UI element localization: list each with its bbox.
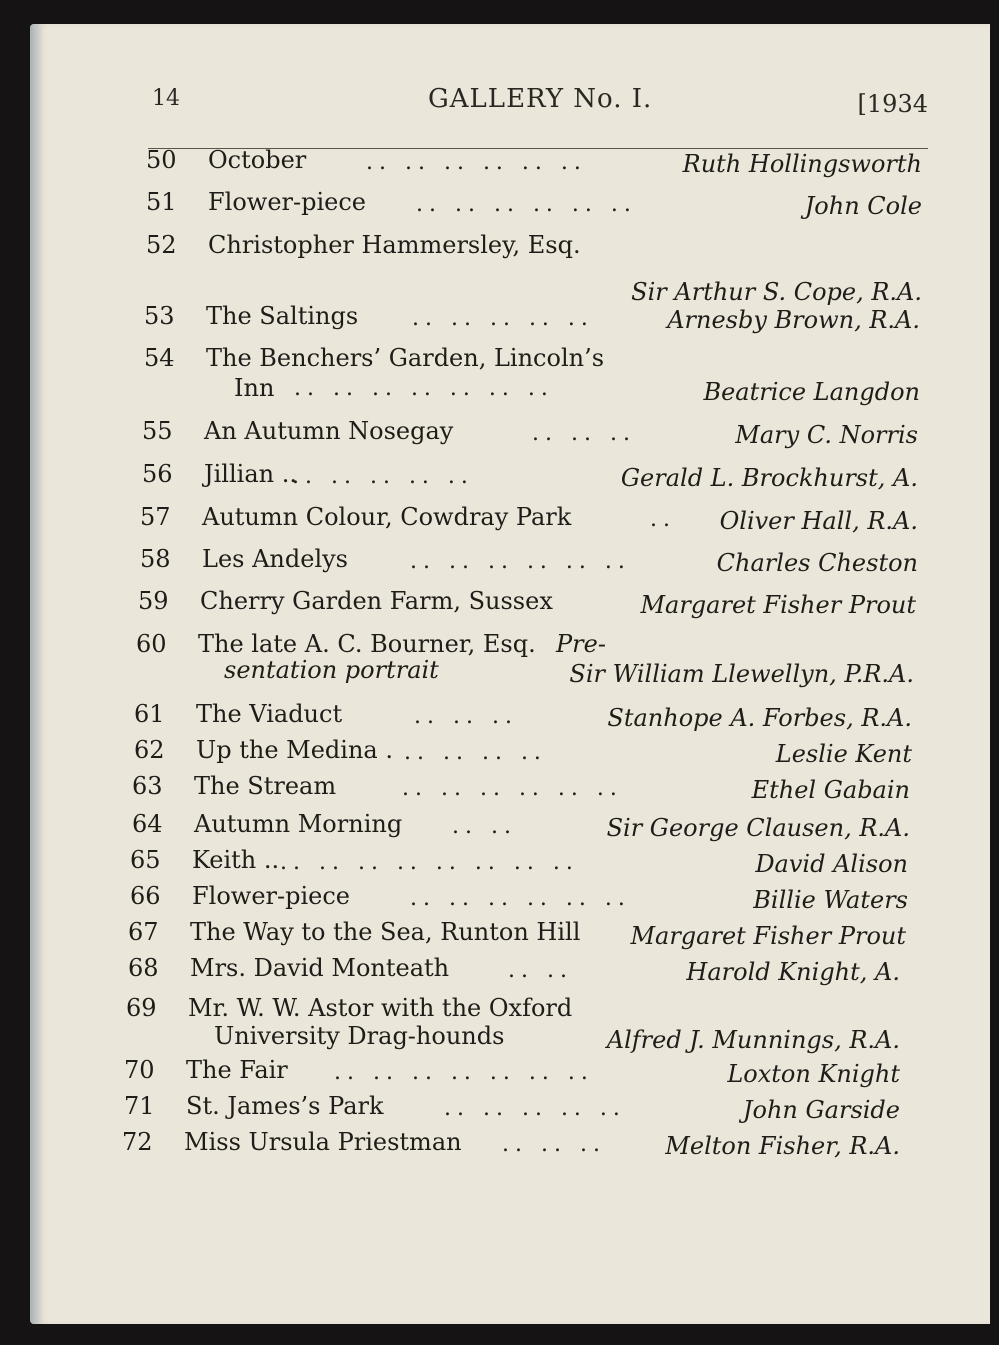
catalogue-entry	[126, 994, 900, 1054]
catalogue-entry	[146, 146, 922, 186]
catalogue-entry	[132, 810, 910, 850]
entry-artist: Sir William Llewellyn, P.R.A.	[569, 660, 914, 688]
entry-number: 66	[130, 882, 161, 910]
entry-title-continuation: Inn	[234, 374, 275, 402]
entry-number: 60	[136, 630, 167, 658]
entry-title-tail: Pre-	[556, 630, 606, 658]
entry-number: 68	[128, 954, 159, 982]
entry-title: Cherry Garden Farm, Sussex	[200, 587, 553, 615]
entry-number: 65	[130, 846, 161, 874]
entry-number: 59	[138, 587, 169, 615]
entry-title: The late A. C. Bourner, Esq.	[198, 630, 536, 658]
catalogue-entry	[138, 587, 916, 627]
entry-artist: Alfred J. Munnings, R.A.	[606, 1026, 900, 1054]
entry-title: The Viaduct	[196, 700, 343, 728]
entry-title: The Way to the Sea, Runton Hill	[190, 918, 581, 946]
entry-artist: John Garside	[742, 1096, 900, 1124]
entry-number: 52	[146, 231, 177, 259]
entry-artist: Loxton Knight	[727, 1060, 900, 1088]
entry-title: Flower-piece	[192, 882, 350, 910]
entry-title-continuation: University Drag-hounds	[214, 1022, 505, 1050]
catalogue-entry	[134, 700, 912, 740]
entry-number: 56	[142, 460, 173, 488]
entry-title: Up the Medina .	[196, 736, 393, 764]
running-title: GALLERY No. I.	[428, 84, 653, 114]
page-spine-edge	[30, 24, 42, 1324]
catalogue-entry	[128, 954, 900, 994]
catalogue-entry	[134, 736, 912, 776]
entry-artist: Billie Waters	[753, 886, 908, 914]
catalogue-entry	[140, 503, 918, 543]
entry-title: Autumn Colour, Cowdray Park	[202, 503, 572, 531]
leader-dots: .. .. .. .. .. ..	[402, 776, 623, 801]
entry-artist: Ethel Gabain	[751, 776, 910, 804]
entry-artist: Sir George Clausen, R.A.	[606, 814, 910, 842]
catalogue-entry	[128, 918, 906, 958]
entry-title: St. James’s Park	[186, 1092, 384, 1120]
entry-artist: Charles Cheston	[716, 549, 918, 577]
entry-number: 61	[134, 700, 165, 728]
leader-dots: .. .. .. .. .. .. .. ..	[280, 850, 579, 875]
entry-title: An Autumn Nosegay	[204, 417, 454, 445]
leader-dots: .. .. .. .. .. .. ..	[294, 376, 554, 401]
leader-dots: .. .. .. .. ..	[292, 464, 474, 489]
entry-title: Christopher Hammersley, Esq.	[208, 231, 581, 259]
entry-title: Flower-piece	[208, 188, 366, 216]
entry-artist: Margaret Fisher Prout	[640, 591, 916, 619]
entry-title: Mr. W. W. Astor with the Oxford	[188, 994, 573, 1022]
entry-number: 69	[126, 994, 157, 1022]
entry-artist: Ruth Hollingsworth	[682, 150, 922, 178]
year-label: [1934	[857, 90, 928, 118]
entry-title-continuation: sentation portrait	[224, 656, 439, 684]
catalogue-entry	[130, 846, 908, 886]
entry-artist: Harold Knight, A.	[686, 958, 900, 986]
entry-artist: John Cole	[804, 192, 922, 220]
leader-dots: .. .. .. ..	[404, 740, 547, 765]
catalogue-entry	[146, 231, 922, 306]
catalogue-entry	[130, 882, 908, 922]
entry-title: Autumn Morning	[194, 810, 403, 838]
catalogue-entry	[142, 460, 918, 500]
leader-dots: .. .. .. .. ..	[444, 1096, 626, 1121]
entry-number: 54	[144, 344, 175, 372]
entry-artist: Oliver Hall, R.A.	[719, 507, 918, 535]
page-header	[148, 84, 928, 134]
leader-dots: .. .. ..	[502, 1132, 606, 1157]
entry-title: The Benchers’ Garden, Lincoln’s	[206, 344, 605, 372]
entry-artist: Margaret Fisher Prout	[630, 922, 906, 950]
entry-artist: Beatrice Langdon	[703, 378, 920, 406]
leader-dots: .. ..	[452, 814, 517, 839]
catalogue-entry	[140, 545, 918, 585]
entry-number: 58	[140, 545, 171, 573]
leader-dots: .. .. .. .. .. ..	[410, 886, 631, 911]
leader-dots: .. .. .. .. .. ..	[410, 549, 631, 574]
entry-artist: Sir Arthur S. Cope, R.A.	[631, 278, 922, 306]
entry-number: 51	[146, 188, 177, 216]
page-number: 14	[152, 86, 180, 111]
entry-number: 53	[144, 302, 175, 330]
entry-title: Jillian ..	[204, 460, 297, 488]
catalogue-entry	[122, 1128, 900, 1168]
entry-artist: Arnesby Brown, R.A.	[667, 306, 920, 334]
catalogue-entry	[144, 344, 920, 406]
entry-title: The Stream	[194, 772, 337, 800]
leader-dots: .. .. .. .. .. ..	[416, 192, 637, 217]
leader-dots: .. .. ..	[532, 421, 636, 446]
entry-number: 71	[124, 1092, 155, 1120]
catalogue-entry	[142, 417, 918, 457]
entry-title: Mrs. David Monteath	[190, 954, 450, 982]
entry-artist: Stanhope A. Forbes, R.A.	[607, 704, 912, 732]
entry-artist: Mary C. Norris	[735, 421, 918, 449]
catalogue-page	[30, 24, 990, 1324]
catalogue-entry	[124, 1092, 900, 1132]
entry-artist: Gerald L. Brockhurst, A.	[620, 464, 918, 492]
leader-dots: .. ..	[508, 958, 573, 983]
entry-title: Les Andelys	[202, 545, 348, 573]
entry-title: Miss Ursula Priestman	[184, 1128, 462, 1156]
catalogue-entry	[124, 1056, 900, 1096]
catalogue-entry	[146, 188, 922, 228]
entry-number: 55	[142, 417, 173, 445]
entry-number: 67	[128, 918, 159, 946]
entry-number: 72	[122, 1128, 153, 1156]
catalogue-entry	[132, 772, 910, 812]
leader-dots: .. .. .. .. .. .. ..	[334, 1060, 594, 1085]
entry-title: Keith ..	[192, 846, 280, 874]
leader-dots: ..	[650, 507, 676, 532]
leader-dots: .. .. ..	[414, 704, 518, 729]
entry-number: 62	[134, 736, 165, 764]
entry-artist: Melton Fisher, R.A.	[665, 1132, 900, 1160]
leader-dots: .. .. .. .. ..	[412, 306, 594, 331]
entry-number: 64	[132, 810, 163, 838]
entry-title: The Saltings	[206, 302, 359, 330]
catalogue-entry	[136, 630, 914, 688]
catalogue-entry	[144, 302, 920, 342]
entry-artist: Leslie Kent	[775, 740, 912, 768]
entry-number: 70	[124, 1056, 155, 1084]
entry-title: October	[208, 146, 307, 174]
leader-dots: .. .. .. .. .. ..	[366, 150, 587, 175]
entry-title: The Fair	[186, 1056, 288, 1084]
entry-number: 57	[140, 503, 171, 531]
entry-number: 63	[132, 772, 163, 800]
entry-number: 50	[146, 146, 177, 174]
entry-artist: David Alison	[755, 850, 908, 878]
